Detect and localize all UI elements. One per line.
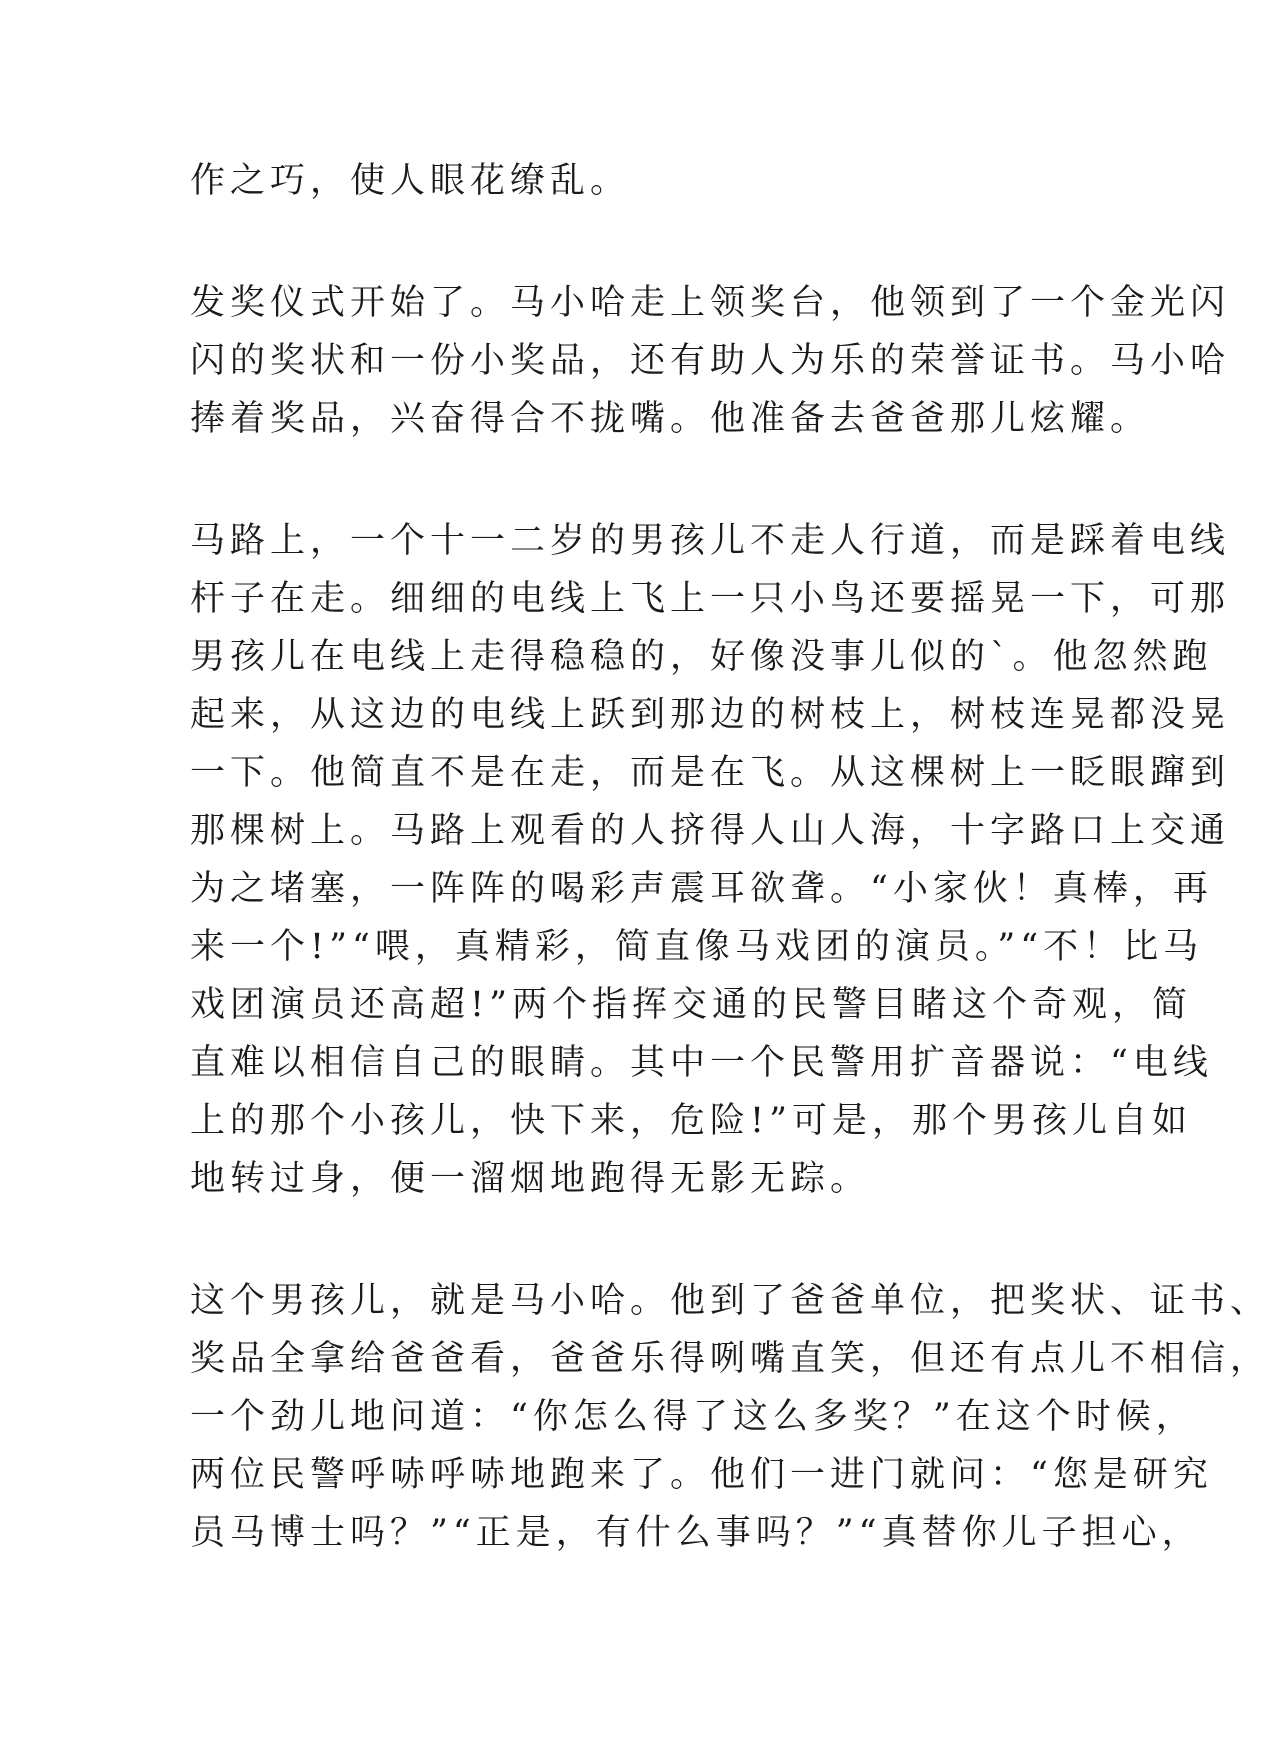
paragraph-gap xyxy=(190,1208,1060,1272)
text-line: 男孩儿在电线上走得稳稳的，好像没事儿似的`。他忽然跑 xyxy=(190,637,1213,677)
text-line: 作之巧，使人眼花缭乱。 xyxy=(190,161,631,201)
paragraph-gap xyxy=(190,448,1060,512)
text-line: 为之堵塞，一阵阵的喝彩声震耳欲聋。“小家伙！真棒，再 xyxy=(190,869,1213,909)
text-line: 那棵树上。马路上观看的人挤得人山人海，十字路口上交通 xyxy=(190,811,1231,851)
text-line: 两位民警呼哧呼哧地跑来了。他们一进门就问：“您是研究 xyxy=(190,1455,1213,1495)
text-line: 一个劲儿地问道：“你怎么得了这么多奖？”在这个时候， xyxy=(190,1397,1196,1437)
paragraph xyxy=(190,152,1060,210)
text-line: 这个男孩儿，就是马小哈。他到了爸爸单位，把奖状、证书、 xyxy=(190,1281,1270,1321)
text-line: 戏团演员还高超!”两个指挥交通的民警目睹这个奇观，简 xyxy=(190,985,1192,1025)
text-line: 奖品全拿给爸爸看，爸爸乐得咧嘴直笑，但还有点儿不相信， xyxy=(190,1339,1270,1379)
paragraph xyxy=(190,274,1231,448)
text-line: 起来，从这边的电线上跃到那边的树枝上，树枝连晃都没晃 xyxy=(190,695,1231,735)
text-line: 上的那个小孩儿，快下来，危险!”可是，那个男孩儿自如 xyxy=(190,1101,1192,1141)
text-line: 直难以相信自己的眼睛。其中一个民警用扩音器说：“电线 xyxy=(190,1043,1213,1083)
text-line: 员马博士吗？”“正是，有什么事吗？”“真替你儿子担心， xyxy=(190,1513,1202,1553)
text-line: 一下。他简直不是在走，而是在飞。从这棵树上一眨眼蹿到 xyxy=(190,753,1231,793)
document-body xyxy=(190,152,1270,1562)
paragraph xyxy=(190,1272,1270,1562)
text-line: 闪的奖状和一份小奖品，还有助人为乐的荣誉证书。马小哈 xyxy=(190,341,1231,381)
text-line: 地转过身，便一溜烟地跑得无影无踪。 xyxy=(190,1159,871,1199)
paragraph xyxy=(190,512,1231,1208)
text-line: 马路上，一个十一二岁的男孩儿不走人行道，而是踩着电线 xyxy=(190,521,1231,561)
paragraph-gap xyxy=(190,210,1060,274)
text-line: 来一个!”“喂，真精彩，简直像马戏团的演员。”“不！比马 xyxy=(190,927,1204,967)
text-line: 杆子在走。细细的电线上飞上一只小鸟还要摇晃一下，可那 xyxy=(190,579,1231,619)
text-line: 捧着奖品，兴奋得合不拢嘴。他准备去爸爸那儿炫耀。 xyxy=(190,399,1151,439)
text-line: 发奖仪式开始了。马小哈走上领奖台，他领到了一个金光闪 xyxy=(190,283,1231,323)
